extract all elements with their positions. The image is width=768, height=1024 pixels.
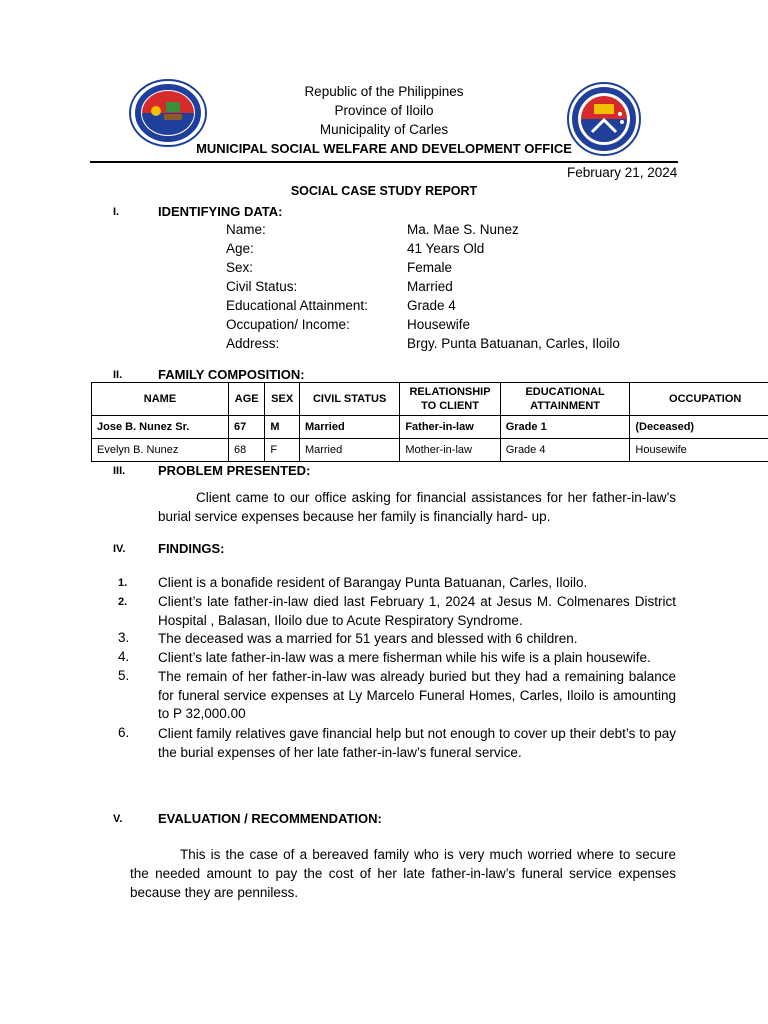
section-number: III.	[113, 465, 126, 477]
finding-number: 5.	[118, 668, 130, 683]
identifying-education-value: Grade 4	[407, 298, 456, 313]
table-cell: Mother-in-law	[400, 439, 500, 462]
header-municipality: Municipality of Carles	[319, 122, 449, 137]
column-header: OCCUPATION	[630, 383, 768, 416]
section-title: FAMILY COMPOSITION:	[158, 367, 305, 382]
identifying-name-value: Ma. Mae S. Nunez	[407, 222, 519, 237]
header-office: MUNICIPAL SOCIAL WELFARE AND DEVELOPMENT OFFICE	[196, 141, 572, 156]
table-cell: Evelyn B. Nunez	[92, 439, 229, 462]
table-cell: Grade 1	[500, 416, 630, 439]
identifying-address-label: Address:	[226, 336, 280, 351]
section-number: IV.	[113, 543, 126, 555]
identifying-civil-value: Married	[407, 279, 453, 294]
table-cell: Father-in-law	[400, 416, 500, 439]
report-date: February 21, 2024	[567, 165, 678, 180]
identifying-education-label: Educational Attainment:	[226, 298, 368, 313]
finding-text: Client family relatives gave financial help but not enough to cover up their debt’s to pay the burial expenses of her late father-in-law’s funeral service.	[158, 726, 676, 760]
section-number: I.	[113, 206, 120, 218]
column-header: SEX	[265, 383, 300, 416]
identifying-age-label: Age:	[226, 241, 254, 256]
table-cell: Married	[299, 439, 399, 462]
table-cell: 67	[228, 416, 264, 439]
table-cell: Jose B. Nunez Sr.	[92, 416, 229, 439]
header-province: Province of Iloilo	[334, 103, 434, 118]
finding-text: The remain of her father-in-law was already buried but they had a remaining balance for funeral service expenses at Ly Marcelo Funeral Homes, Carles, Iloilo is amounting to P 32,000.00	[158, 669, 676, 721]
finding-text: Client is a bonafide resident of Barangay Punta Batuanan, Carles, Iloilo.	[158, 575, 588, 590]
identifying-sex-label: Sex:	[226, 260, 254, 275]
table-header-row	[92, 383, 768, 416]
finding-text: Client’s late father-in-law was a mere fisherman while his wife is a plain housewife.	[158, 650, 651, 665]
finding-number: 1.	[118, 577, 128, 589]
finding-number: 3.	[118, 630, 130, 645]
identifying-civil-label: Civil Status:	[226, 279, 298, 294]
column-header: NAME	[92, 383, 229, 416]
column-header: RELATIONSHIP TO CLIENT	[400, 383, 500, 416]
identifying-occupation-value: Housewife	[407, 317, 471, 332]
column-header: AGE	[228, 383, 264, 416]
identifying-occupation-label: Occupation/ Income:	[226, 317, 350, 332]
finding-number: 4.	[118, 649, 130, 664]
report-title: SOCIAL CASE STUDY REPORT	[290, 184, 478, 198]
header-republic: Republic of the Philippines	[304, 84, 464, 99]
family-composition-table	[91, 382, 768, 462]
table-cell: (Deceased)	[630, 416, 768, 439]
finding-text: The deceased was a married for 51 years and blessed with 6 children.	[158, 631, 578, 646]
finding-number: 6.	[118, 725, 130, 740]
finding-number: 2.	[118, 596, 128, 608]
section-title: FINDINGS:	[158, 541, 225, 556]
table-cell: Housewife	[630, 439, 768, 462]
column-header: CIVIL STATUS	[299, 383, 399, 416]
identifying-address-value: Brgy. Punta Batuanan, Carles, Iloilo	[407, 336, 620, 351]
evaluation-text: This is the case of a bereaved family who is very much worried where to secure the needed amount to pay the cost of her late father-in-law’s funeral service expenses because they are penniless.	[130, 847, 676, 900]
section-title: PROBLEM PRESENTED:	[158, 463, 311, 478]
header-rule	[90, 161, 678, 163]
identifying-name-label: Name:	[226, 222, 266, 237]
section-number: V.	[113, 813, 123, 825]
column-header: EDUCATIONAL ATTAINMENT	[500, 383, 630, 416]
section-title: EVALUATION / RECOMMENDATION:	[158, 811, 382, 826]
table-cell: F	[265, 439, 300, 462]
table-cell: 68	[228, 439, 264, 462]
section-number: II.	[113, 369, 123, 381]
table-cell: M	[265, 416, 300, 439]
section-title: IDENTIFYING DATA:	[158, 204, 283, 219]
problem-text: Client came to our office asking for financial assistances for her father-in-law’s burial service expenses because her family is financially hard- up.	[158, 490, 676, 524]
table-row	[92, 439, 768, 462]
identifying-sex-value: Female	[407, 260, 453, 275]
identifying-age-value: 41 Years Old	[407, 241, 485, 256]
table-cell: Married	[299, 416, 399, 439]
table-cell: Grade 4	[500, 439, 630, 462]
finding-text: Client’s late father-in-law died last February 1, 2024 at Jesus M. Colmenares District Hospital , Balasan, Iloilo due to Acute Respiratory Syndrome.	[158, 594, 676, 628]
table-row	[92, 416, 768, 439]
